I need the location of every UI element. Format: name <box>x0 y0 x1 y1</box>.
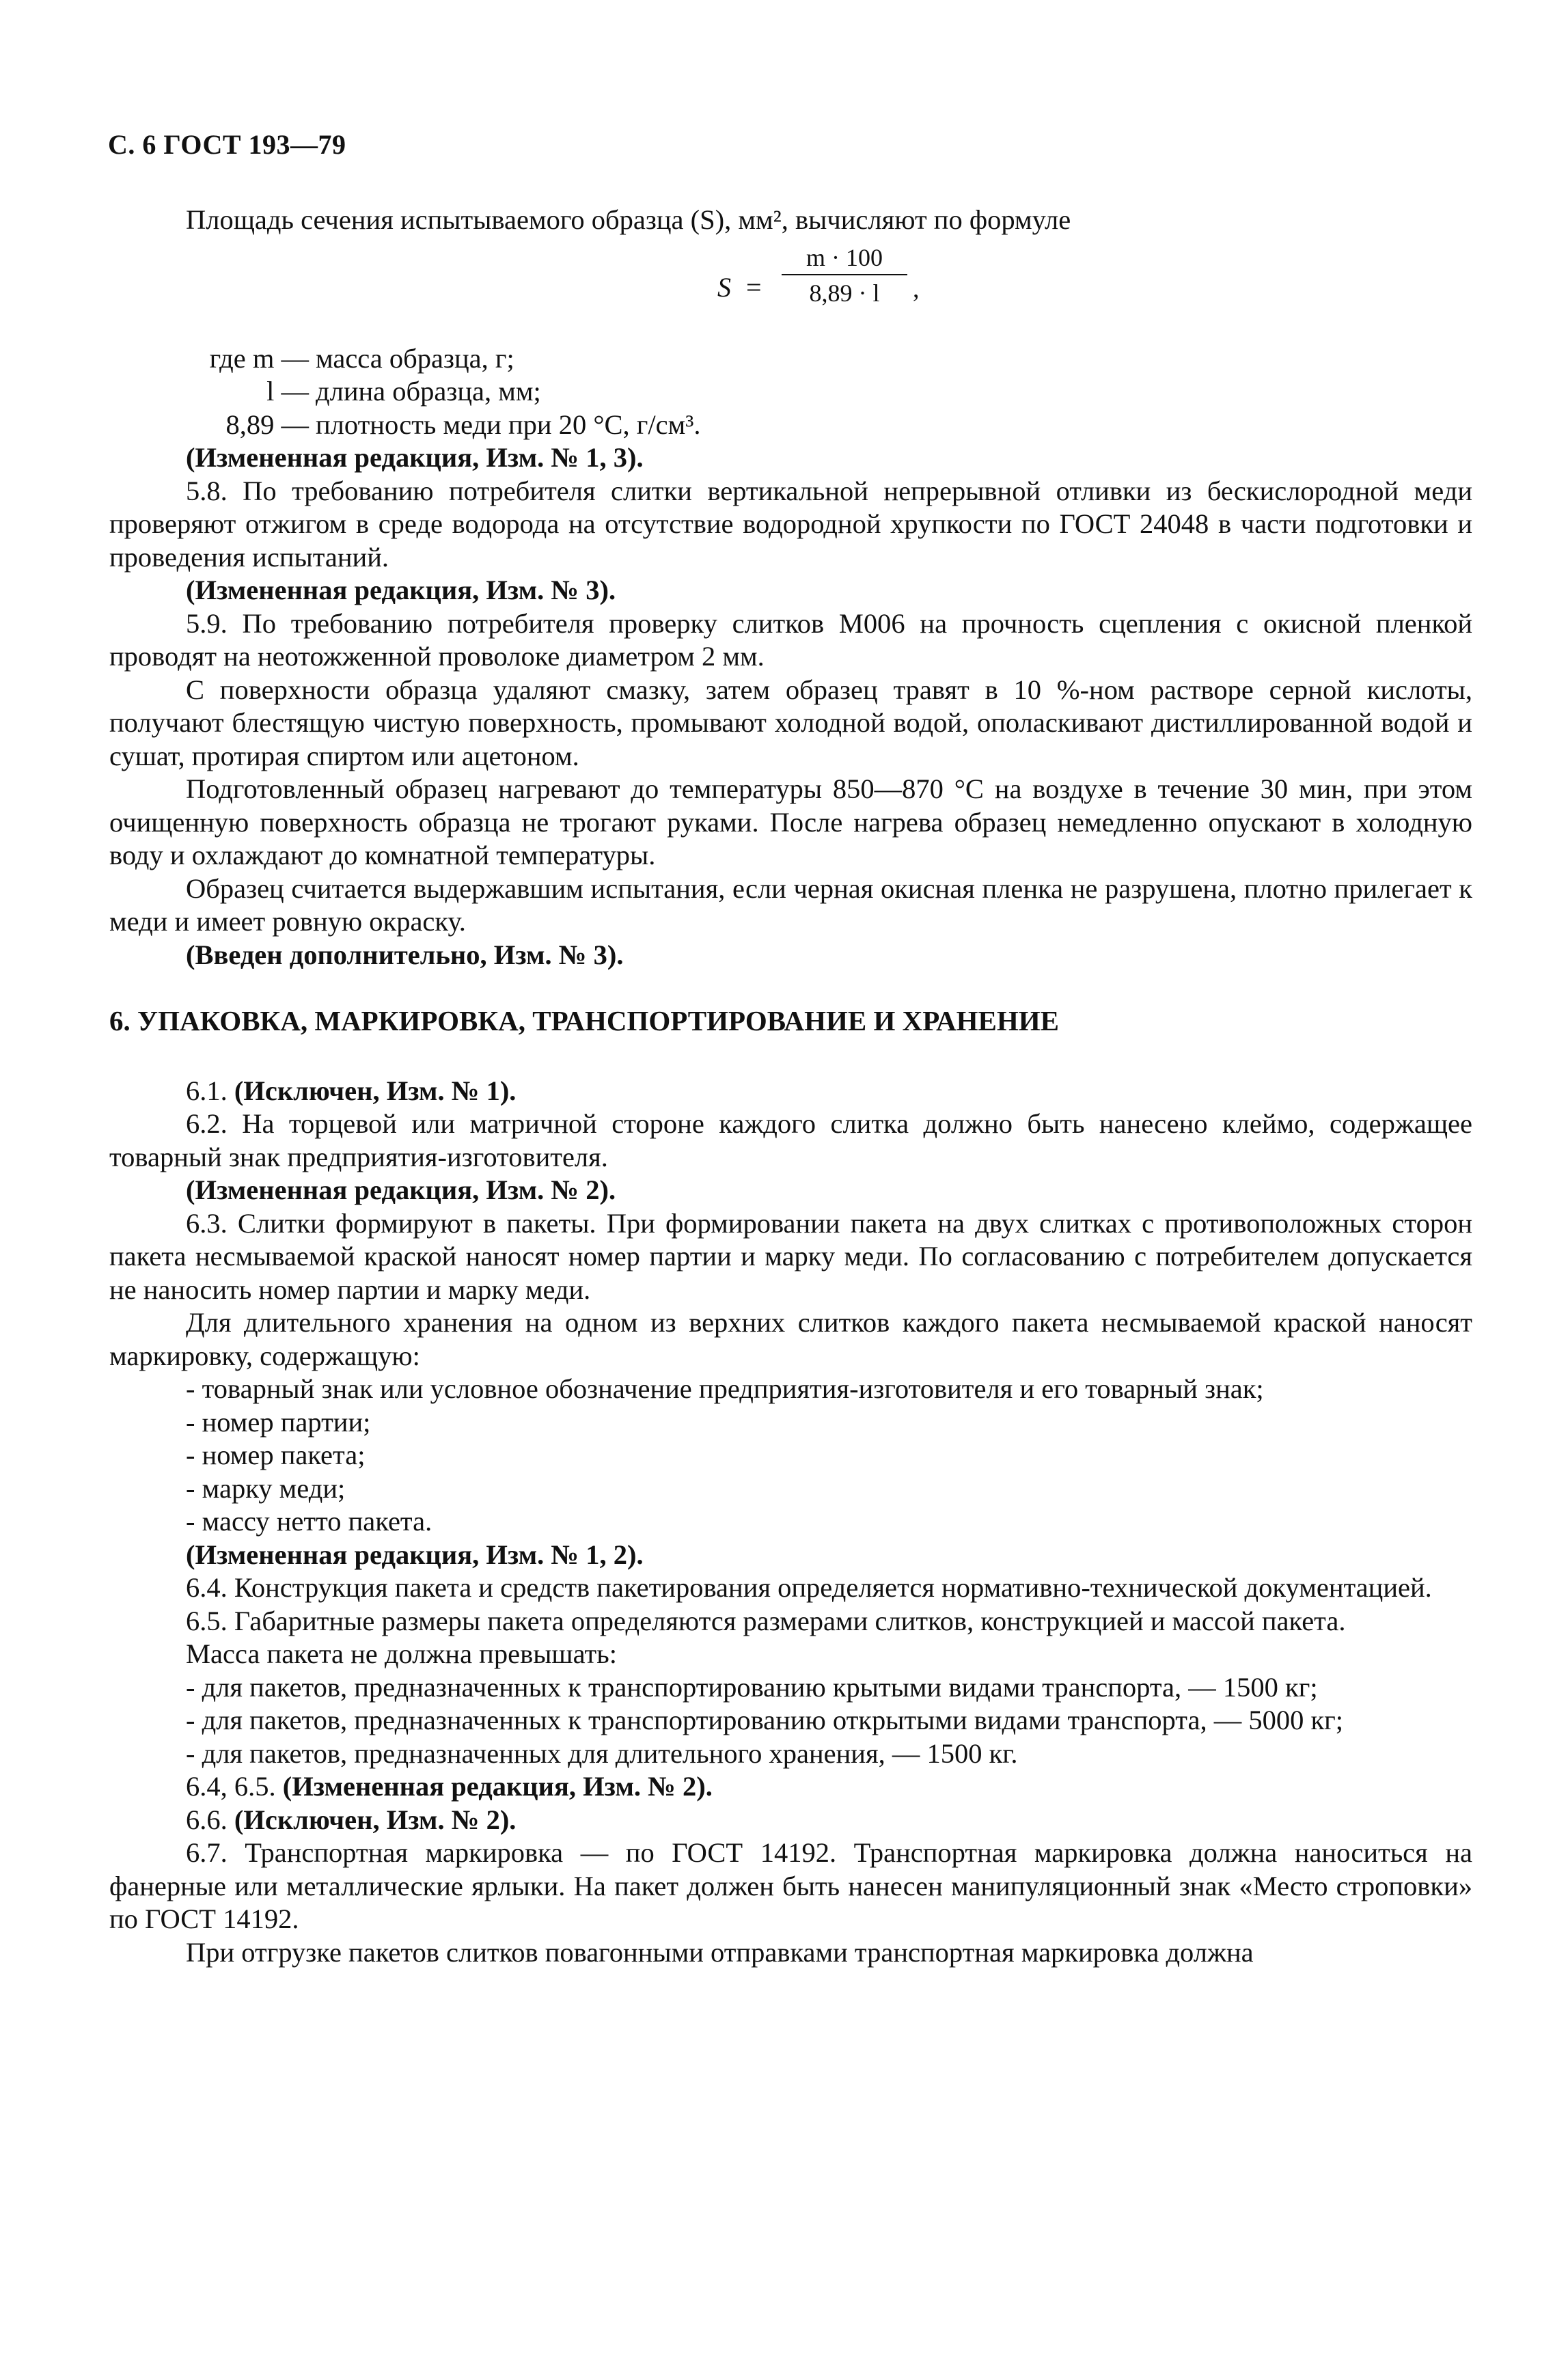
clause-6-7: 6.7. Транспортная маркировка — по ГОСТ 14192. Транспортная маркировка должна наноситься на фанерные или металлические ярлыки. На пакет должен быть нанесен манипуляционный знак «Место строповки» по ГОСТ 14192. <box>109 1837 1472 1934</box>
mass-paragraph: Масса пакета не должна превышать: <box>186 1638 617 1669</box>
clause-5-9: 5.9. По требованию потребителя проверку слитков М006 на прочность сцепления с окисной пленкой проводят на неотожженной проволоке диаметром 2 мм. <box>109 607 1472 672</box>
mass-list <box>109 1671 1472 1771</box>
definition-row <box>109 342 1472 376</box>
formula-numerator: m · 100 <box>806 243 883 271</box>
section-title: 6. УПАКОВКА, МАРКИРОВКА, ТРАНСПОРТИРОВАНИЕ И ХРАНЕНИЕ <box>109 1005 1060 1036</box>
clause-5-8: 5.8. По требованию потребителя слитки вертикальной непрерывной отливки из бескислородной меди проверяют отжигом в среде водорода на отсутствие водородной хрупкости по ГОСТ 24048 в части подготовки и проведения испытаний. <box>109 475 1472 573</box>
definition-label: где m — <box>209 342 309 374</box>
surface-paragraph: С поверхности образца удаляют смазку, затем образец травят в 10 %-ном растворе серной кислоты, получают блестящую чистую поверхность, промывают холодной водой, ополаскивают дистиллированной водой и сушат, протирая спиртом или ацетоном. <box>109 674 1472 771</box>
list-item: - для пакетов, предназначенных к транспортированию открытыми видами транспорта, — 5000 кг; <box>186 1705 1343 1735</box>
list-item: - номер партии; <box>186 1406 371 1438</box>
definition-text: масса образца, г; <box>316 342 514 374</box>
excluded-note: (Исключен, Изм. № 1). <box>234 1075 517 1106</box>
page-header: С. 6 ГОСТ 193—79 <box>108 129 346 160</box>
clause-number: 6.6. <box>186 1804 228 1835</box>
formula-trail: , <box>913 274 920 303</box>
edit-note: (Измененная редакция, Изм. № 2). <box>186 1174 616 1205</box>
clause-6-2: 6.2. На торцевой или матричной стороне каждого слитка должно быть нанесено клеймо, содержащее товарный знак предприятия-изготовителя. <box>109 1108 1472 1172</box>
formula-lhs: S <box>717 271 731 303</box>
fraction-bar <box>782 274 907 275</box>
edit-note: (Измененная редакция, Изм. № 1, 3). <box>186 442 644 473</box>
clause-6-4-6-5 <box>109 1770 1472 1804</box>
formula-equals: = <box>746 271 762 303</box>
list-item: - для пакетов, предназначенных для длительного хранения, — 1500 кг. <box>186 1737 1018 1769</box>
definition-label: l — <box>266 376 309 407</box>
excluded-note: (Исключен, Изм. № 2). <box>234 1804 517 1835</box>
edit-note: (Измененная редакция, Изм. № 3). <box>186 575 616 605</box>
heating-paragraph: Подготовленный образец нагревают до температуры 850—870 °С на воздухе в течение 30 мин, при этом очищенную поверхность образца не трогают руками. После нагрева образец немедленно опускают в холодную воду и охлаждают до комнатной температуры. <box>109 773 1472 870</box>
edit-note: (Измененная редакция, Изм. № 1, 2). <box>186 1539 644 1570</box>
clause-6-5: 6.5. Габаритные размеры пакета определяются размерами слитков, конструкцией и массой пакета. <box>186 1605 1346 1636</box>
clause-6-1 <box>109 1075 1472 1108</box>
list-item: - товарный знак или условное обозначение предприятия-изготовителя и его товарный знак; <box>186 1373 1264 1404</box>
formula-denominator: 8,89 · l <box>809 279 880 307</box>
list-item: - марку меди; <box>186 1472 346 1504</box>
intro-paragraph: Площадь сечения испытываемого образца (S), мм², вычисляют по формуле <box>186 204 1071 235</box>
definition-label: 8,89 — <box>225 409 309 440</box>
long-storage-paragraph: Для длительного хранения на одном из верхних слитков каждого пакета несмываемой краской наносят маркировку, содержащую: <box>109 1307 1472 1371</box>
variable-definitions <box>109 342 1472 442</box>
clause-6-6 <box>109 1804 1472 1837</box>
document-body <box>109 204 1472 1969</box>
definition-text: плотность меди при 20 °С, г/см³. <box>316 409 701 440</box>
list-item: - номер пакета; <box>186 1440 366 1470</box>
definition-row <box>109 409 1472 442</box>
marking-list <box>109 1373 1472 1539</box>
definition-row <box>109 375 1472 409</box>
added-note: (Введен дополнительно, Изм. № 3). <box>186 939 624 970</box>
list-item: - массу нетто пакета. <box>186 1506 432 1537</box>
area-formula <box>109 237 1472 342</box>
clause-number: 6.4, 6.5. <box>186 1771 276 1802</box>
formula-fraction <box>776 243 913 308</box>
shipping-paragraph: При отгрузке пакетов слитков повагонными отправками транспортная маркировка должна <box>186 1936 1254 1968</box>
clause-6-3: 6.3. Слитки формируют в пакеты. При формировании пакета на двух слитках с противоположных сторон пакета несмываемой краской наносят номер партии и марку меди. По согласованию с потребителем допускается не наносить номер партии и марку меди. <box>109 1207 1472 1305</box>
passed-paragraph: Образец считается выдержавшим испытания, если черная окисная пленка не разрушена, плотно прилегает к меди и имеет ровную окраску. <box>109 872 1472 937</box>
edit-note: (Измененная редакция, Изм. № 2). <box>282 1771 713 1802</box>
definition-text: длина образца, мм; <box>316 376 541 407</box>
clause-number: 6.1. <box>186 1075 228 1106</box>
list-item: - для пакетов, предназначенных к транспортированию крытыми видами транспорта, — 1500 кг; <box>186 1671 1318 1703</box>
clause-6-4: 6.4. Конструкция пакета и средств пакетирования определяется нормативно-технической документацией. <box>186 1572 1432 1603</box>
